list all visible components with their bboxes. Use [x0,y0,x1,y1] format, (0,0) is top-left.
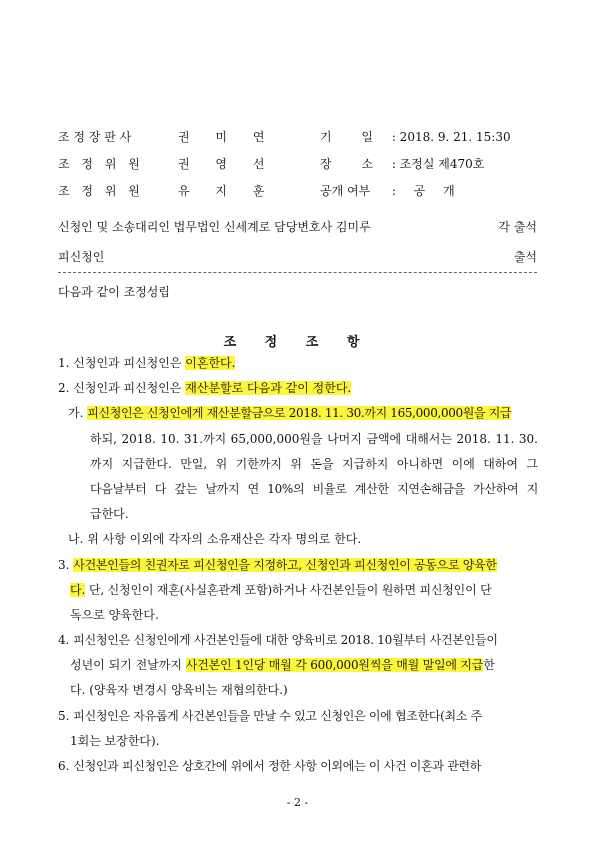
clause-4-highlight: 사건본인 1인당 매월 각 600,000원씩을 매월 말일에 지급 [185,658,484,672]
clause-2-number: 2. [58,381,70,395]
public-value: : 공 개 [391,184,455,198]
clause-2a-line-3: 까지 지급한다. 만일, 위 기한까지 위 돈을 지급하지 아니하면 이에 대하여 그 [90,457,538,471]
public-label: 공개 여부 [320,184,371,198]
clause-3-line-1 [58,556,497,573]
clause-4-text-2-post: 한 [483,658,495,672]
page-number: - 2 - [286,796,309,809]
clause-6-line-1 [58,757,481,774]
place-field [320,155,484,172]
judge-label: 조 정 장 판 사 [58,130,132,144]
clause-5-number: 5. [58,709,70,723]
clause-2a-number: 가. [68,406,84,420]
clause-3-line-3: 독으로 양육한다. [70,608,159,622]
mediation-intro: 다음과 같이 조정성립 [58,285,170,299]
header-row-judge [58,128,537,146]
clause-6-text-1: 신청인과 피신청인은 상호간에 위에서 정한 사항 이외에는 이 사건 이혼과 관련하 [73,759,482,773]
petitioner-status: 각 출석 [498,220,537,234]
place-label: 장 소 [320,157,373,171]
clause-2-text: 신청인과 피신청인은 [73,381,182,395]
clause-2a-highlight: 피신청인은 신청인에게 재산분할금으로 2018. 11. 30.까지 165,000,000원을 지급 [87,406,512,420]
clause-2-highlight: 재산분할로 다음과 같이 정한다. [185,381,352,395]
petitioner-attendance [58,218,537,236]
header-row-member1 [58,155,537,173]
clause-3-highlight-1: 사건본인들의 친권자로 피신청인을 지정하고, 신청인과 피신청인이 공동으로 양육한 [73,558,497,572]
header-row-member2 [58,182,537,200]
clause-1-number: 1. [58,356,70,370]
member1-name: 권 영 선 [178,157,265,171]
clause-4-line-2 [70,656,495,673]
clause-2b [68,530,361,547]
respondent-status: 출석 [513,250,537,264]
clause-3-number: 3. [58,558,70,572]
clause-2b-text: 위 사항 이외에 각자의 소유재산은 각자 명의로 한다. [87,532,362,546]
dashed-divider [58,272,537,273]
member1-label: 조 정 위 원 [58,157,140,171]
clause-4-number: 4. [58,633,70,647]
petitioner-text: 신청인 및 소송대리인 법무법인 신세계로 담당변호사 김미루 [58,220,371,234]
clause-4-text-1: 피신청인은 신청인에게 사건본인들에 대한 양육비로 2018. 10월부터 사건본인들이 [73,633,498,647]
clause-4-line-1 [58,631,498,648]
clause-3-line-2 [70,581,491,598]
clause-3-highlight-2: 다. [70,583,86,597]
clause-1-highlight: 이혼한다. [185,356,236,370]
clause-1 [58,354,235,371]
clause-5-line-1 [58,707,482,724]
clause-1-text: 신청인과 피신청인은 [73,356,182,370]
member2-label: 조 정 위 원 [58,184,140,198]
member2-name: 유 지 훈 [178,184,265,198]
place-value: : 조정실 제470호 [391,157,485,171]
clause-2a-line-2: 하되, 2018. 10. 31.까지 65,000,000원을 나머지 금액에 대해서는 2018. 11. 30. [90,432,538,446]
clause-2a-line-5: 급한다. [90,507,129,521]
clause-2 [58,379,351,396]
clause-2b-number: 나. [68,532,84,546]
date-label: 기 일 [320,130,373,144]
respondent-text: 피신청인 [58,250,105,264]
date-field [320,128,511,145]
clause-3-text-2: 단, 신청인이 재혼(사실혼관계 포함)하거나 사건본인들이 원하면 피신청인이 단 [85,583,492,597]
clause-6-number: 6. [58,759,70,773]
respondent-attendance [58,248,537,266]
section-title: 조 정 조 항 [223,335,372,350]
clause-5-text-1: 피신청인은 자유롭게 사건본인들을 만날 수 있고 신청인은 이에 협조한다(최소 주 [73,709,482,723]
clause-2a-line-1 [68,404,511,421]
date-value: : 2018. 9. 21. 15:30 [391,130,511,144]
judge-name: 권 미 연 [178,130,265,144]
clause-2a-line-4: 다음날부터 다 갚는 날까지 연 10%의 비율로 계산한 지연손해금을 가산하여 지 [90,482,538,496]
clause-4-text-2-pre: 성년이 되기 전날까지 [70,658,186,672]
public-field [320,182,455,199]
clause-5-line-2: 1회는 보장한다). [70,734,160,748]
clause-4-line-3: 다. (양육자 변경시 양육비는 재협의한다.) [70,683,288,697]
